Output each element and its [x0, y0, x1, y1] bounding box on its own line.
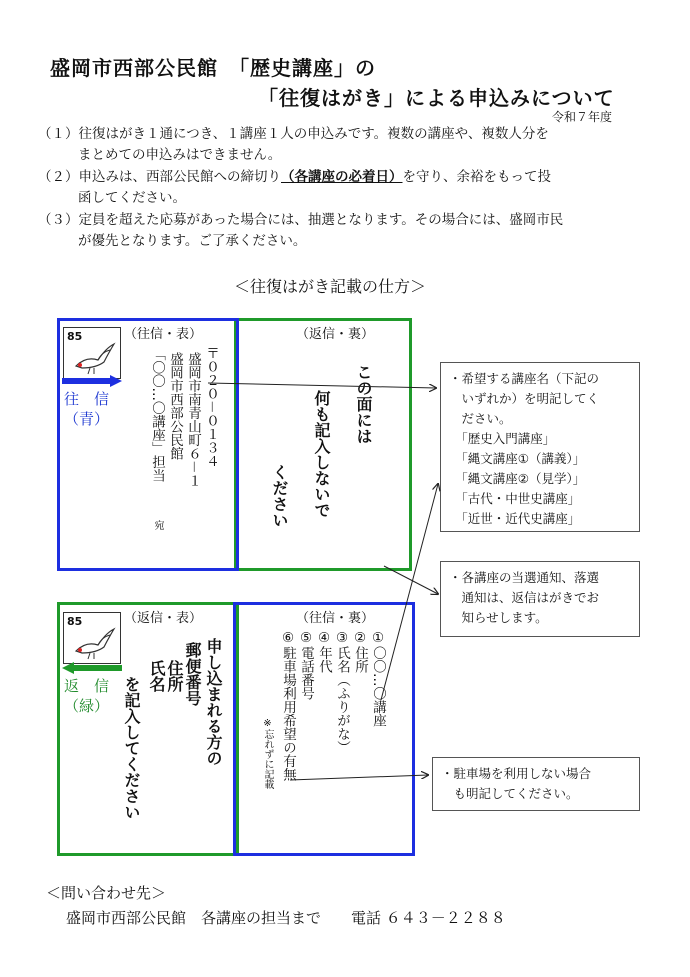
note-2-line-2: 函してください。	[78, 190, 186, 206]
address-line-3: 「〇〇…〇講座」担当	[149, 347, 165, 482]
contact-body: 盛岡市西部公民館 各講座の担当まで 電話 ６４３－２２８８	[66, 909, 506, 927]
callout-notice-line: 通知は、返信はがきでお	[449, 590, 600, 605]
reply-front-line-5: を記入してください	[122, 676, 141, 820]
callout-course-line: いずれか）を明記してく	[449, 391, 600, 406]
callout-parking-line: も明記してください。	[441, 786, 579, 801]
stamp-number: 85	[67, 330, 83, 343]
callout-notice-line: ・各講座の当選通知、落選	[449, 570, 600, 585]
arrow-to-parking	[290, 775, 428, 780]
arrow-to-notice	[384, 566, 438, 594]
callout-course-line: 「近世・近代史講座」	[449, 511, 581, 526]
reply-item-5: ⑤電話番号	[298, 630, 314, 700]
callout-course-line: ださい。	[449, 411, 512, 426]
note-1-line-2: まとめての申込みはできません。	[78, 147, 282, 163]
reply-front-line-4: 氏名	[147, 660, 166, 692]
reply-item-3: ③氏名（ふりがな）	[334, 630, 350, 754]
outgoing-back-line-2: 何も記入しないで	[312, 390, 331, 518]
callout-course-line: 「古代・中世史講座」	[449, 491, 581, 506]
address-line-2: 盛岡市西部公民館	[167, 352, 183, 460]
reply-front-header: （返信・表）	[124, 611, 203, 626]
callout-parking-line: ・駐車場を利用しない場合	[441, 766, 592, 781]
reply-item-2: ②住所	[352, 630, 368, 673]
outgoing-front-header: （往信・表）	[124, 327, 203, 342]
title-line-1: 盛岡市西部公民館 「歴史講座」の	[50, 56, 376, 80]
note-3-line-2: が優先となります。ご了承ください。	[78, 233, 307, 249]
callout-course-line: 「縄文講座②（見学）」	[449, 471, 586, 486]
reply-color-label: （緑）	[64, 697, 110, 715]
arrow-course-item-to-course	[381, 484, 438, 700]
note-1-line-1: （１）往復はがき１通につき、１講座１人の申込みです。複数の講座や、複数人分を	[38, 126, 549, 142]
note-3-line-1: （３）定員を超えた応募があった場合には、抽選となります。その場合には、盛岡市民	[38, 212, 564, 228]
outgoing-color-label: （青）	[64, 410, 110, 428]
reply-front-line-3: 住所	[165, 660, 184, 692]
reply-item-1: ①〇〇…〇講座	[370, 630, 386, 727]
reply-front-line-2: 郵便番号	[183, 642, 202, 706]
reply-small-note: ※忘れずに記載	[262, 718, 273, 789]
reply-front-line-1: 申し込まれる方の	[204, 638, 223, 766]
note-2-deadline-emphasis: （各講座の必着日）	[281, 169, 403, 185]
outgoing-back-header: （返信・裏）	[296, 327, 375, 342]
note-2-pre: （２）申込みは、西部公民館への締切り	[38, 169, 281, 185]
note-2-post: を守り、余裕をもって投	[402, 169, 551, 185]
outgoing-label: 往 信	[64, 390, 110, 408]
reply-back-header: （往信・裏）	[296, 611, 375, 626]
reply-label: 返 信	[64, 677, 110, 695]
fiscal-year: 令和７年度	[552, 110, 613, 124]
outgoing-back-line-1: この面には	[354, 364, 373, 444]
contact-header: ＜問い合わせ先＞	[46, 884, 167, 902]
callout-course-line: 「縄文講座①（講義）」	[449, 451, 586, 466]
address-line-1: 盛岡市南青山町６－１	[185, 352, 201, 487]
arrow-outgoing-to-course	[208, 383, 436, 388]
callout-course-line: ・希望する講座名（下記の	[449, 371, 600, 386]
reply-item-4: ④年代	[316, 630, 332, 673]
reply-item-6: ⑥駐車場利用希望の有無	[280, 630, 296, 781]
postal-code: 〒０２０－０１３４	[203, 346, 219, 468]
outgoing-back-line-3: ください	[270, 464, 289, 528]
callout-notice-line: 知らせします。	[449, 610, 548, 625]
section-title: ＜往復はがき記載の仕方＞	[234, 277, 427, 296]
callout-course-line: 「歴史入門講座」	[449, 431, 556, 446]
address-suffix: 宛	[152, 520, 163, 530]
title-line-2: 「往復はがき」による申込みについて	[258, 86, 615, 110]
stamp-number: 85	[67, 615, 83, 628]
